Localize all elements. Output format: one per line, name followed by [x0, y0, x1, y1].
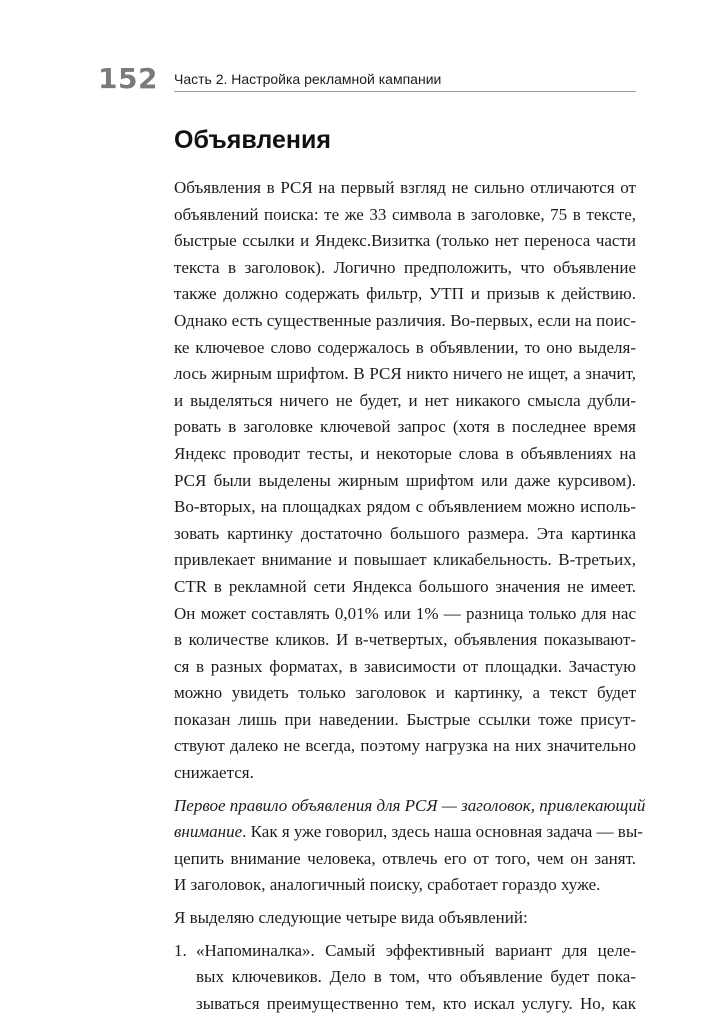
text-line: Однако есть существенные различия. Во-первых, если на поис-	[174, 310, 636, 330]
text-line: и выделяться ничего не будет, и нет никакого смысла дубли-	[174, 390, 636, 410]
text-line: также должно содержать фильтр, УТП и призыв к действию.	[174, 284, 636, 304]
text-line: лось жирным шрифтом. В РСЯ никто ничего не ищет, а значит,	[174, 364, 636, 384]
body-text	[174, 175, 646, 1017]
text-line: «Напоминалка». Самый эффективный вариант для целе-	[196, 940, 636, 960]
list-item	[174, 938, 636, 1017]
italic-emphasis: Первое правило объявления для РСЯ — заголовок, привлекающий	[174, 795, 646, 815]
text-line: Во-вторых, на площадках рядом с объявлением можно исполь-	[174, 497, 636, 517]
italic-emphasis: внимание	[174, 822, 243, 842]
running-head: Часть 2. Настройка рекламной кампании	[174, 71, 442, 87]
text-line: ся в разных форматах, в зависимости от площадки. Зачастую	[174, 656, 636, 676]
text-line: ствуют далеко не всегда, поэтому нагрузка на них значительно	[174, 736, 636, 756]
text-line: текста в заголовок). Логично предположить, что объявление	[174, 257, 636, 277]
paragraph-3	[174, 905, 636, 932]
text-line: Объявления в РСЯ на первый взгляд не сильно отличаются от	[174, 178, 636, 197]
text-line: Яндекс проводит тесты, и некоторые слова в объявлениях на	[174, 443, 636, 463]
text-line: И заголовок, аналогичный поиску, сработает гораздо хуже.	[174, 875, 601, 895]
paragraph-2	[174, 793, 646, 899]
text-line	[174, 793, 646, 820]
page-number: 152	[98, 62, 158, 95]
text-line: ровать в заголовке ключевой запрос (хотя в последнее время	[174, 417, 636, 437]
section-heading: Объявления	[174, 126, 331, 154]
text-line: быстрые ссылки и Яндекс.Визитка (только нет переноса части	[174, 231, 636, 251]
text-line: показан лишь при наведении. Быстрые ссылки тоже присут-	[174, 709, 636, 729]
text-line: Он может составлять 0,01% или 1% — разница только для нас	[174, 603, 636, 623]
text-line: ке ключевое слово содержалось в объявлении, то оно выделя-	[174, 337, 636, 357]
paragraph-1	[174, 175, 636, 787]
text-run: . Как я уже говорил, здесь наша основная задача — вы-	[242, 822, 643, 842]
text-line: РСЯ были выделены жирным шрифтом или даже курсивом).	[174, 470, 636, 490]
text-line: можно увидеть только заголовок и картинку, а текст будет	[174, 683, 636, 703]
text-line: вых ключевиков. Дело в том, что объявление будет пока-	[196, 967, 636, 987]
header-rule	[174, 91, 636, 92]
text-line	[174, 819, 643, 846]
text-line: привлекает внимание и повышает кликабельность. В-третьих,	[174, 550, 636, 570]
text-line: в количестве кликов. И в-четвертых, объявления показывают-	[174, 630, 636, 650]
text-line: зываться преимущественно тем, кто искал услугу. Но, как	[196, 993, 636, 1013]
text-line: снижается.	[174, 763, 254, 783]
text-line: цепить внимание человека, отвлечь его от того, чем он занят.	[174, 848, 636, 868]
text-line: зовать картинку достаточно большого размера. Эта картинка	[174, 523, 636, 543]
list-number: 1.	[174, 940, 187, 960]
text-line: Я выделяю следующие четыре вида объявлений:	[174, 908, 528, 928]
text-line: CTR в рекламной сети Яндекса большого значения не имеет.	[174, 576, 636, 596]
text-line: объявлений поиска: те же 33 символа в заголовке, 75 в тексте,	[174, 204, 636, 224]
